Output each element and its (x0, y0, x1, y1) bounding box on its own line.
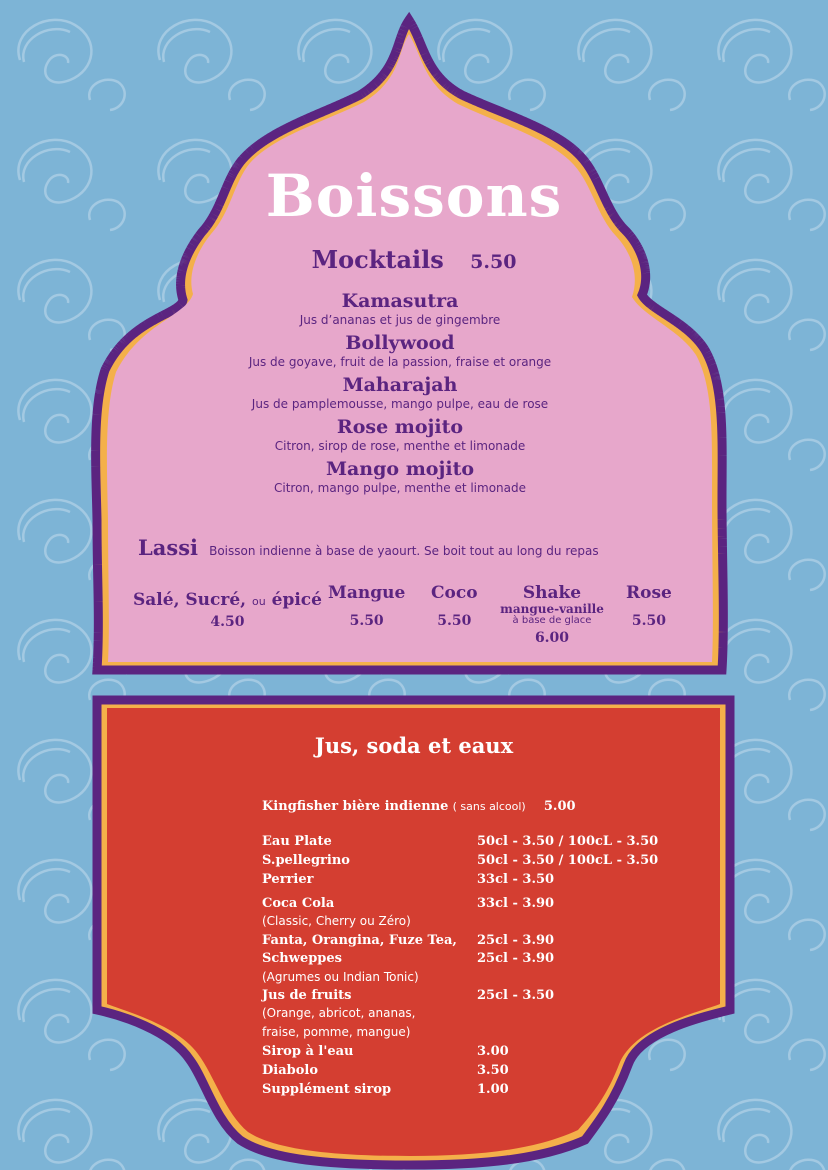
list-item (0, 416, 800, 454)
list-item (0, 332, 800, 370)
list-item (0, 374, 800, 412)
drink-price: 25cl - 3.90 (477, 933, 555, 948)
mocktails-list (0, 290, 800, 500)
drink-name: Coca Cola (262, 896, 335, 911)
lassi-option-name-a: Salé, Sucré, (133, 590, 247, 610)
lassi-option-price: 5.50 (349, 613, 384, 629)
lassi-option-note: à base de glace (512, 615, 592, 626)
drink-name: Supplément sirop (262, 1082, 392, 1097)
lassi-name: Lassi (138, 535, 198, 560)
lassi-option-price: 5.50 (437, 613, 472, 629)
mocktail-description: Jus de pamplemousse, mango pulpe, eau de rose (251, 397, 549, 411)
drink-name: Perrier (262, 872, 314, 887)
mocktail-description: Jus de goyave, fruit de la passion, fraise et orange (248, 355, 552, 369)
mocktail-description: Citron, mango pulpe, menthe et limonade (273, 481, 527, 495)
drink-name: Eau Plate (262, 834, 332, 849)
drink-price: 50cl - 3.50 / 100cL - 3.50 (477, 853, 659, 868)
lassi-heading (138, 535, 599, 560)
jus-heading: Jus, soda et eaux (314, 733, 514, 758)
mocktails-price: 5.50 (470, 251, 517, 273)
lassi-option-rose (626, 583, 672, 629)
lassi-description: Boisson indienne à base de yaourt. Se boit tout au long du repas (209, 544, 599, 558)
mocktail-name: Mango mojito (325, 458, 475, 480)
mocktail-name: Bollywood (345, 332, 455, 354)
lassi-option-mangue (328, 583, 405, 629)
kingfisher-line (262, 799, 576, 814)
drink-name: Sirop à l'eau (262, 1044, 354, 1059)
drink-price: 3.00 (477, 1044, 509, 1059)
mocktails-heading-label: Mocktails (311, 245, 444, 274)
lassi-option-name: Rose (626, 583, 672, 603)
list-item (0, 458, 800, 496)
drink-price: 25cl - 3.50 (477, 988, 555, 1003)
lassi-option-name-b: épicé (271, 590, 322, 610)
lassi-option-sale-sucre (133, 590, 322, 630)
lassi-option-name: Coco (431, 583, 478, 603)
lassi-option-price: 6.00 (534, 630, 570, 646)
drink-name: S.pellegrino (262, 853, 350, 868)
lassi-option-price: 5.50 (631, 613, 666, 629)
drink-price: 33cl - 3.90 (477, 896, 555, 911)
lassi-option-coco (431, 583, 478, 629)
drink-note: (Orange, abricot, ananas, (262, 1006, 416, 1020)
mocktails-heading (0, 245, 828, 274)
kingfisher-price: 5.00 (543, 799, 576, 814)
drink-price: 1.00 (477, 1082, 509, 1097)
drink-name: Jus de fruits (262, 988, 352, 1003)
drink-name: Diabolo (262, 1063, 319, 1078)
drink-name: Schweppes (262, 951, 342, 966)
kingfisher-note: ( sans alcool) (452, 800, 526, 813)
lassi-option-name: Shake (522, 583, 582, 603)
drink-price: 50cl - 3.50 / 100cL - 3.50 (477, 834, 659, 849)
lassi-option-name: Mangue (328, 583, 406, 603)
mocktail-name: Maharajah (342, 374, 458, 396)
lassi-option-subname: mangue-vanille (500, 602, 604, 616)
lassi-option-shake (494, 583, 610, 646)
drink-name: Fanta, Orangina, Fuze Tea, (262, 933, 457, 948)
drink-note: fraise, pomme, mangue) (262, 1025, 411, 1039)
mocktail-description: Jus d’ananas et jus de gingembre (299, 313, 501, 327)
lassi-option-price: 4.50 (210, 614, 245, 630)
mocktail-name: Rose mojito (336, 416, 464, 438)
kingfisher-name: Kingfisher bière indienne (262, 799, 449, 814)
list-item (0, 290, 800, 328)
lassi-option-or: ou (252, 595, 266, 608)
drink-price: 25cl - 3.90 (477, 951, 555, 966)
mocktail-description: Citron, sirop de rose, menthe et limonade (274, 439, 526, 453)
mocktail-name: Kamasutra (341, 290, 459, 312)
lassi-option-name (133, 590, 322, 610)
drink-price: 33cl - 3.50 (477, 872, 555, 887)
drink-note: (Agrumes ou Indian Tonic) (262, 970, 419, 984)
page-title: Boissons (265, 162, 563, 230)
drink-note: (Classic, Cherry ou Zéro) (262, 914, 411, 928)
drink-price: 3.50 (477, 1063, 509, 1078)
